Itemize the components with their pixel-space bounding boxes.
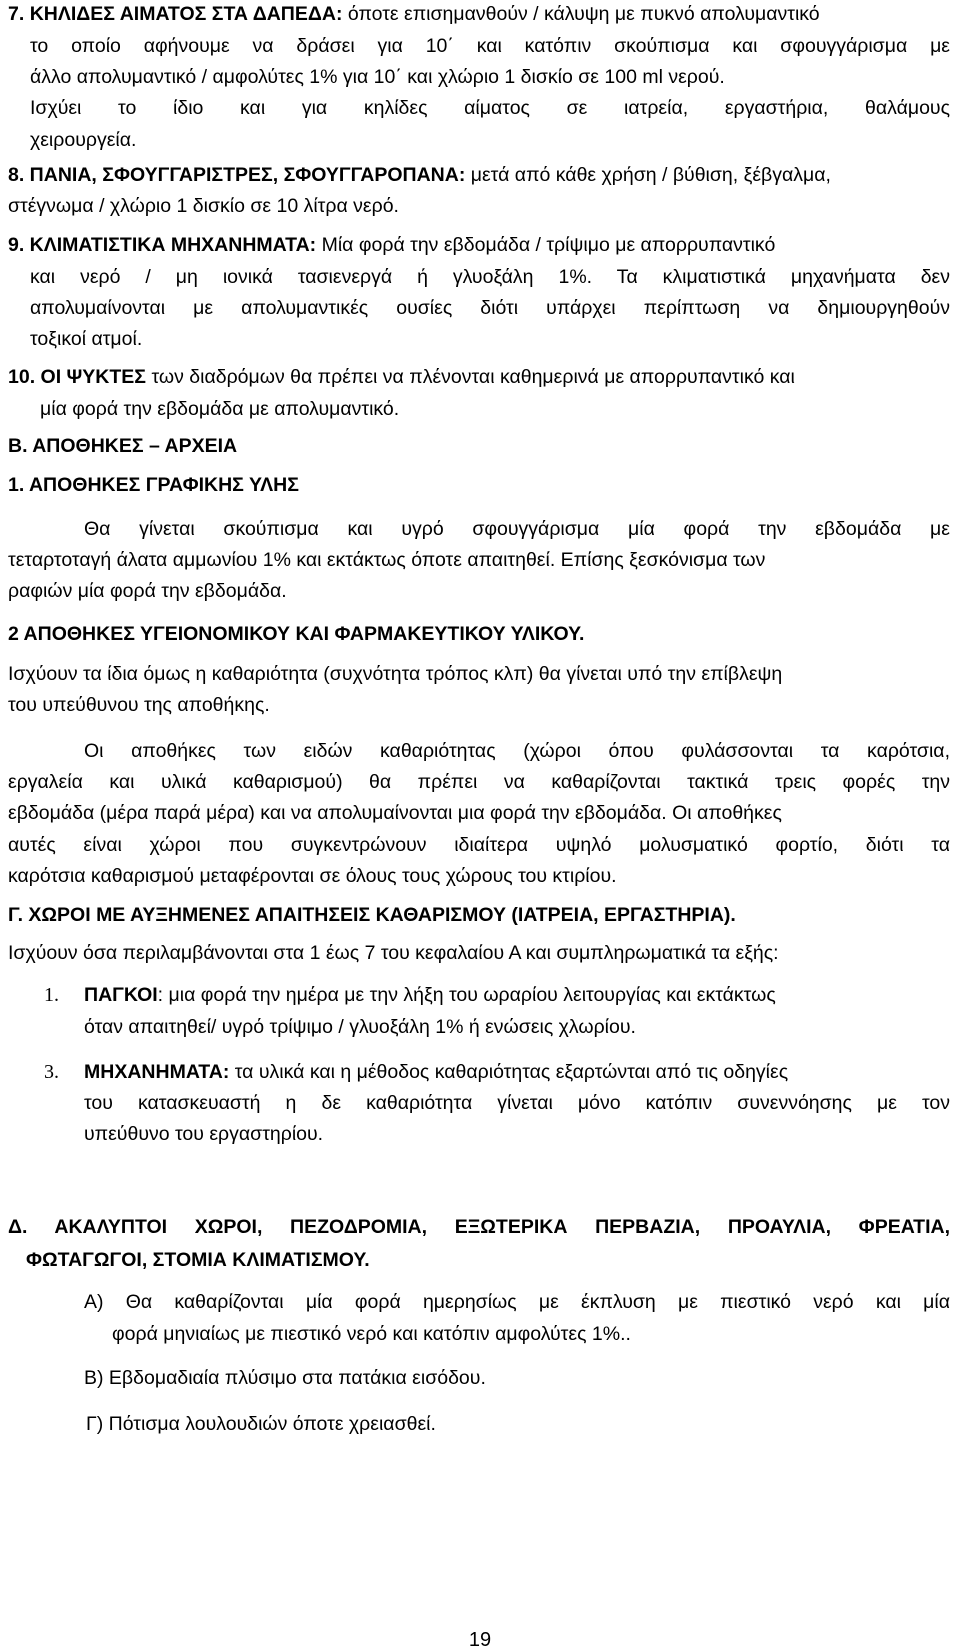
sec7-line3: άλλο απολυμαντικό / αμφολύτες 1% για 10΄ και χλώριο 1 δισκίο σε 100 ml νερού. — [30, 66, 725, 88]
sec10-line2: μία φορά την εβδομάδα με απολυμαντικό. — [40, 398, 400, 420]
secB2-para-line5: καρότσια καθαρισμού μεταφέρονται σε όλους τους χώρους του κτιρίου. — [8, 865, 617, 887]
secD-item-b: Β) Εβδομαδιαία πλύσιμο στα πατάκια εισόδου. — [84, 1367, 486, 1389]
sec8-line2: στέγνωμα / χλώριο 1 δισκίο σε 10 λίτρα νερό. — [8, 195, 399, 217]
secB1-heading: 1. ΑΠΟΘΗΚΕΣ ΓΡΑΦΙΚΗΣ ΥΛΗΣ — [8, 474, 299, 496]
sec7-line4: Ισχύει το ίδιο και για κηλίδες αίματος σε ιατρεία, εργαστήρια, θαλάμους — [30, 97, 950, 119]
secG-heading: Γ. ΧΩΡΟΙ ΜΕ ΑΥΞΗΜΕΝΕΣ ΑΠΑΙΤΗΣΕΙΣ ΚΑΘΑΡΙΣΜΟΥ (ΙΑΤΡΕΙΑ, ΕΡΓΑΣΤΗΡΙΑ). — [8, 904, 736, 926]
secB2-line1: Ισχύουν τα ίδια όμως η καθαριότητα (συχνότητα τρόπος κλπ) θα γίνεται υπό την επίβλεψη — [8, 663, 783, 685]
secB2-para-line2: εργαλεία και υλικά καθαρισμού) θα πρέπει να καθαρίζονται τακτικά τρεις φορές την — [8, 771, 950, 793]
sec8-line1 — [8, 163, 950, 187]
sec7-line5: χειρουργεία. — [30, 129, 137, 151]
secG-item3-line1: ΜΗΧΑΝΗΜΑΤΑ: τα υλικά και η μέθοδος καθαριότητας εξαρτώνται από τις οδηγίες — [84, 1061, 789, 1083]
secD-heading-line2: ΦΩΤΑΓΩΓΟΙ, ΣΤΟΜΙΑ ΚΛΙΜΑΤΙΣΜΟΥ. — [26, 1249, 370, 1271]
secD-item-g: Γ) Πότισμα λουλουδιών όποτε χρειασθεί. — [86, 1413, 436, 1435]
secB1-line1: Θα γίνεται σκούπισμα και υγρό σφουγγάρισμα μία φορά την εβδομάδα με — [84, 518, 950, 540]
secG-item1-line2: όταν απαιτηθεί/ υγρό τρίψιμο / γλυοξάλη 1% ή ενώσεις χλωρίου. — [84, 1016, 636, 1038]
secG-item3-line3: υπεύθυνο του εργαστηρίου. — [84, 1123, 324, 1145]
sec9-line2: και νερό / μη ιονικά τασιενεργά ή γλυοξάλη 1%. Τα κλιματιστικά μηχανήματα δεν — [30, 266, 950, 288]
sec9-line1 — [8, 233, 950, 257]
secB2-line2: του υπεύθυνου της αποθήκης. — [8, 694, 270, 716]
sec9-text: Μία φορά την εβδομάδα / τρίψιμο με απορρυπαντικό — [321, 234, 776, 256]
sec9-line4: τοξικοί ατμοί. — [30, 328, 143, 350]
secD-heading-line1: Δ. ΑΚΑΛΥΠΤΟΙ ΧΩΡΟΙ, ΠΕΖΟΔΡΟΜΙΑ, ΕΞΩΤΕΡΙΚΑ ΠΕΡΒΑΖΙΑ, ΠΡΟΑΥΛΙΑ, ΦΡΕΑΤΙΑ, — [8, 1216, 950, 1238]
secG-item3-number: 3. — [44, 1061, 59, 1083]
sec10-heading: 10. ΟΙ ΨΥΚΤΕΣ — [8, 366, 147, 388]
secB1-line2: τεταρτοταγή άλατα αμμωνίου 1% και εκτάκτως όποτε απαιτηθεί. Επίσης ξεσκόνισμα των — [8, 549, 766, 571]
secG-item3-line2: του κατασκευαστή η δε καθαριότητα γίνεται μόνο κατόπιν συνεννόησης με τον — [84, 1092, 950, 1114]
secB1-line3: ραφιών μία φορά την εβδομάδα. — [8, 580, 287, 602]
sec9-line3: απολυμαίνονται με απολυμαντικές ουσίες διότι υπάρχει περίπτωση να δημιουργηθούν — [30, 297, 950, 319]
secB2-para-line4: αυτές είναι χώροι που συγκεντρώνουν ιδιαίτερα υψηλό μολυσματικό φορτίο, διότι τα — [8, 834, 950, 856]
sec7-text: όποτε επισημανθούν / κάλυψη με πυκνό απολυμαντικό — [347, 3, 820, 25]
secG-item1-line1: ΠΑΓΚΟΙ: μια φορά την ημέρα με την λήξη του ωραρίου λειτουργίας και εκτάκτως — [84, 984, 776, 1006]
secG-item1-heading: ΠΑΓΚΟΙ — [84, 984, 158, 1006]
secB-heading: Β. ΑΠΟΘΗΚΕΣ – ΑΡΧΕΙΑ — [8, 435, 238, 457]
secB2-para-line1: Οι αποθήκες των ειδών καθαριότητας (χώροι όπου φυλάσσονται τα καρότσια, — [84, 740, 950, 762]
secD-item-a-line1: Α) Θα καθαρίζονται μία φορά ημερησίως με έκπλυση με πιεστικό νερό και μία — [84, 1291, 950, 1313]
sec10-text: των διαδρόμων θα πρέπει να πλένονται καθημερινά με απορρυπαντικό και — [151, 366, 795, 388]
secG-item1-number: 1. — [44, 984, 59, 1006]
secD-item-a-line2: φορά μηνιαίως με πιεστικό νερό και κατόπιν αμφολύτες 1%.. — [112, 1323, 631, 1345]
secG-item3-heading: ΜΗΧΑΝΗΜΑΤΑ: — [84, 1061, 230, 1083]
page-number: 19 — [468, 1629, 492, 1651]
secB2-heading: 2 ΑΠΟΘΗΚΕΣ ΥΓΕΙΟΝΟΜΙΚΟΥ ΚΑΙ ΦΑΡΜΑΚΕΥΤΙΚΟΥ ΥΛΙΚΟΥ. — [8, 623, 585, 645]
sec8-heading: 8. ΠΑΝΙΑ, ΣΦΟΥΓΓΑΡΙΣΤΡΕΣ, ΣΦΟΥΓΓΑΡΟΠΑΝΑ: — [8, 164, 466, 186]
sec7-line1 — [8, 2, 950, 26]
sec9-heading: 9. ΚΛΙΜΑΤΙΣΤΙΚΑ ΜΗΧΑΝΗΜΑΤΑ: — [8, 234, 317, 256]
sec10-line1 — [8, 365, 950, 389]
secG-intro: Ισχύουν όσα περιλαμβάνονται στα 1 έως 7 του κεφαλαίου Α και συμπληρωματικά τα εξής: — [8, 942, 779, 964]
sec7-heading: 7. ΚΗΛΙΔΕΣ ΑΙΜΑΤΟΣ ΣΤΑ ΔΑΠΕΔΑ: — [8, 3, 343, 25]
sec7-line2: το οποίο αφήνουμε να δράσει για 10΄ και κατόπιν σκούπισμα και σφουγγάρισμα με — [30, 35, 950, 57]
secB2-para-line3: εβδομάδα (μέρα παρά μέρα) και να απολυμαίνονται μια φορά την εβδομάδα. Οι αποθήκες — [8, 802, 782, 824]
sec8-text: μετά από κάθε χρήση / βύθιση, ξέβγαλμα, — [470, 164, 831, 186]
